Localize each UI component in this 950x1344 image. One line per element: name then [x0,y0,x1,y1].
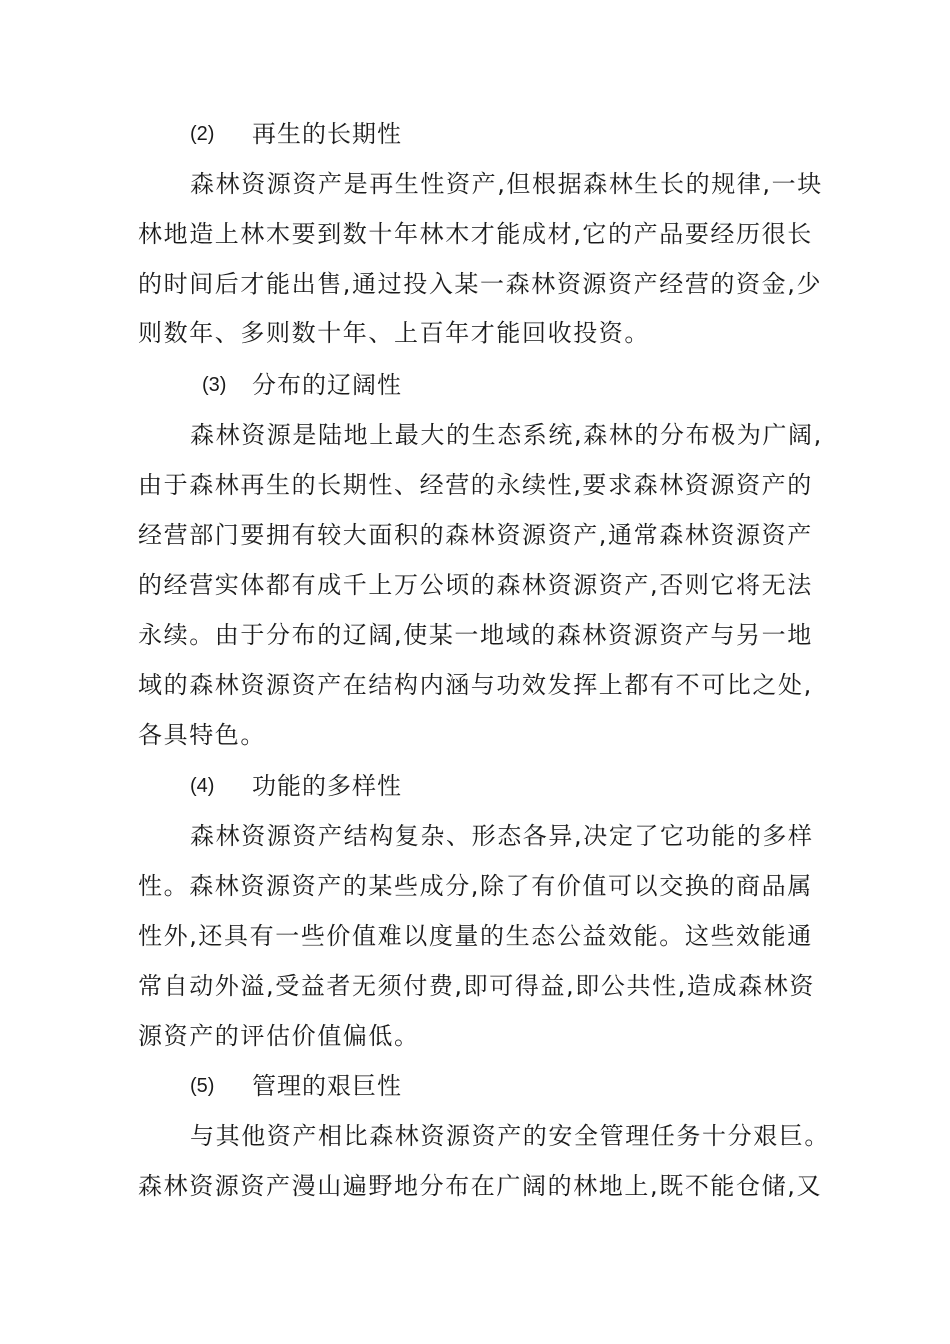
section-number: (3) [202,374,227,396]
paragraph-line: 森林资源资产结构复杂、形态各异,决定了它功能的多样 [190,822,814,850]
paragraph-line: 域的森林资源资产在结构内涵与功效发挥上都有不可比之处, [138,671,813,699]
paragraph-line: 性外,还具有一些价值难以度量的生态公益效能。这些效能通 [138,922,813,950]
section-number: (4) [190,775,215,797]
paragraph-line: 经营部门要拥有较大面积的森林资源资产,通常森林资源资产 [138,521,813,549]
paragraph-line: 森林资源是陆地上最大的生态系统,森林的分布极为广阔, [190,421,823,449]
paragraph-line: 林地造上林木要到数十年林木才能成材,它的产品要经历很长 [138,220,813,248]
section-title: 功能的多样性 [252,772,402,800]
section-number: (2) [190,123,215,145]
section-title: 分布的辽阔性 [252,371,402,399]
paragraph-line: 的经营实体都有成千上万公顷的森林资源资产,否则它将无法 [138,571,813,599]
paragraph-line: 的时间后才能出售,通过投入某一森林资源资产经营的资金,少 [138,270,823,298]
paragraph-line: 性。森林资源资产的某些成分,除了有价值可以交换的商品属 [138,872,813,900]
section-number: (5) [190,1075,215,1097]
paragraph-line: 森林资源资产是再生性资产,但根据森林生长的规律,一块 [190,170,823,198]
section-title: 管理的艰巨性 [252,1072,402,1100]
paragraph-line: 各具特色。 [138,721,266,749]
paragraph-line: 由于森林再生的长期性、经营的永续性,要求森林资源资产的 [138,471,813,499]
paragraph-line: 常自动外溢,受益者无须付费,即可得益,即公共性,造成森林资 [138,972,815,1000]
paragraph-line: 与其他资产相比森林资源资产的安全管理任务十分艰巨。 [190,1122,830,1150]
paragraph-line: 则数年、多则数十年、上百年才能回收投资。 [138,319,650,347]
paragraph-line: 源资产的评估价值偏低。 [138,1022,420,1050]
paragraph-line: 永续。由于分布的辽阔,使某一地域的森林资源资产与另一地 [138,621,813,649]
section-title: 再生的长期性 [252,120,402,148]
paragraph-line: 森林资源资产漫山遍野地分布在广阔的林地上,既不能仓储,又 [138,1172,823,1200]
